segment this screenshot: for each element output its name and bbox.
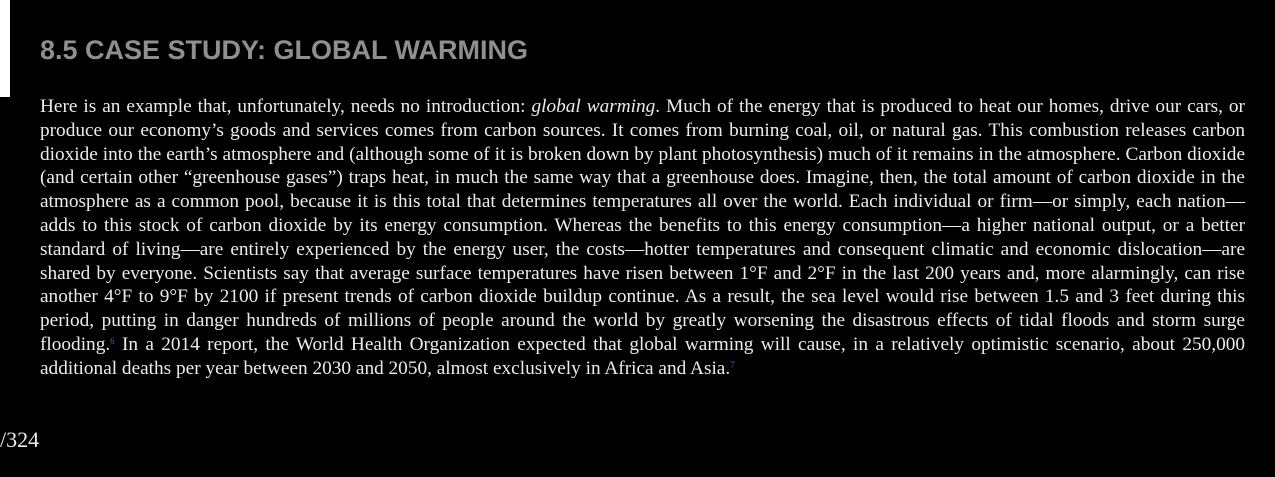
paragraph-text-1: Here is an example that, unfortunately, needs no introduction:	[40, 96, 532, 117]
left-edge-strip	[0, 0, 10, 97]
paragraph-text-2: . Much of the energy that is produced to heat our homes, drive our cars, or produce our economy’s goods and services comes from carbon sources. It comes from burning coal, oil, or natural gas. This combustion releases carbon dioxide into the earth’s atmosphere and (although some of it is broken down by plant photosynthesis) much of it remains in the atmosphere. Carbon dioxide (and certain other “greenhouse gases”) traps heat, in much the same way that a greenhouse does. Imagine, then, the total amount of carbon dioxide in the atmosphere as a common pool, because it is this total that determines temperatures all over the world. Each individual or firm—or simply, each nation—adds to this stock of carbon dioxide by its energy consumption. Whereas the benefits to this energy consumption—a higher national output, or a better standard of living—are entirely experienced by the energy user, the costs—hotter temperatures and consequent climatic and economic dislocation—are shared by everyone. Scientists say that average surface temperatures have risen between 1°F and 2°F in the last 200 years and, more alarmingly, can rise another 4°F to 9°F by 2100 if present trends of carbon dioxide buildup continue. As a result, the sea level would rise between 1.5 and 3 feet during this period, putting in danger hundreds of millions of people around the world by greatly worsening the disastrous effects of tidal floods and storm surge flooding.	[40, 96, 1245, 355]
paragraph-text-3: In a 2014 report, the World Health Organization expected that global warming will cause, in a relatively optimistic scenario, about 250,000 additional deaths per year between 2030 and 2050, almost exclusively in Africa and Asia.	[40, 333, 1245, 379]
emphasis-term: global warming	[531, 96, 656, 117]
footnote-link-6[interactable]: 6	[110, 335, 115, 346]
body-paragraph	[40, 95, 1245, 381]
footnote-link-7[interactable]: 7	[730, 359, 735, 370]
section-title: 8.5 CASE STUDY: GLOBAL WARMING	[40, 35, 529, 65]
page-number: /324	[0, 427, 40, 452]
